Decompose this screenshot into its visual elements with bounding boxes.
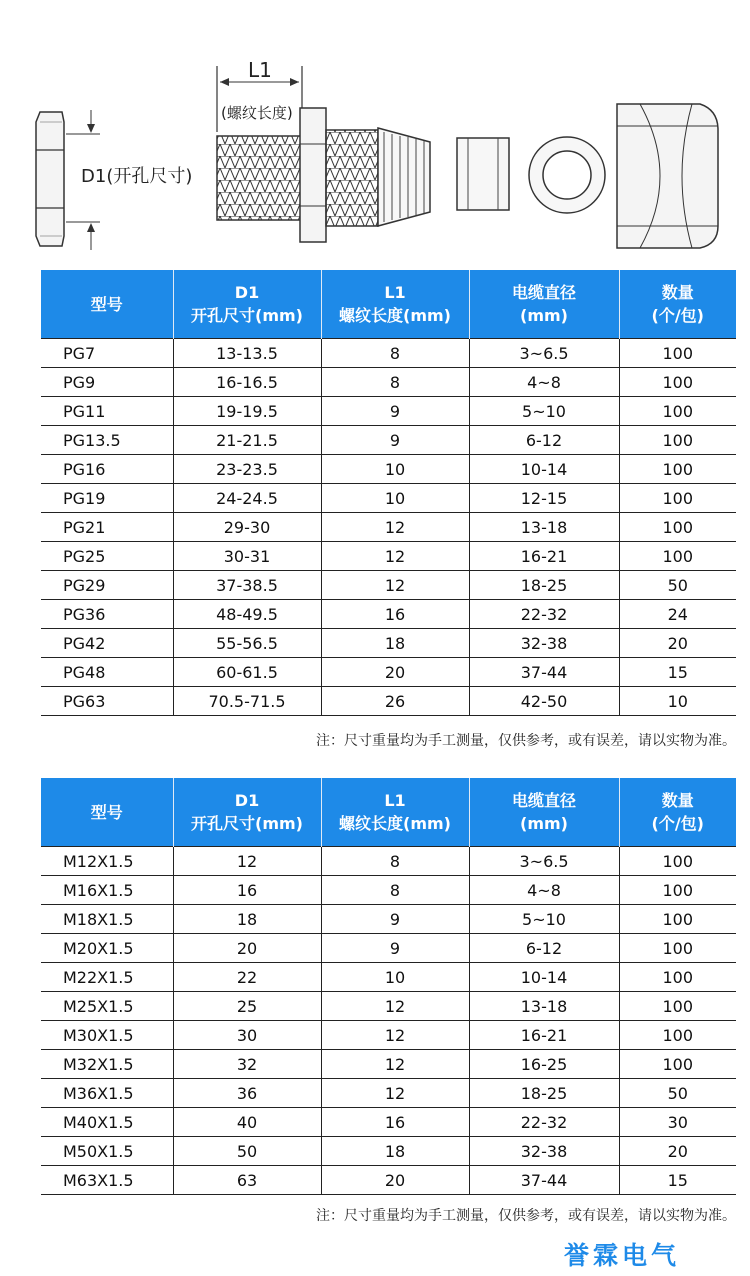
cell-cable: 5~10 (469, 397, 619, 426)
l1-label: L1 (248, 58, 272, 82)
cell-model: PG21 (41, 513, 173, 542)
cell-cable: 5~10 (469, 905, 619, 934)
cell-l1: 20 (321, 658, 469, 687)
cell-qty: 100 (619, 368, 736, 397)
cell-qty: 100 (619, 1021, 736, 1050)
table-row (41, 1050, 736, 1079)
cell-cable: 6-12 (469, 934, 619, 963)
cell-qty: 10 (619, 687, 736, 716)
cell-cable: 10-14 (469, 455, 619, 484)
table-row (41, 1137, 736, 1166)
cell-l1: 8 (321, 847, 469, 876)
cell-l1: 8 (321, 876, 469, 905)
cell-qty: 15 (619, 1166, 736, 1195)
cell-l1: 9 (321, 397, 469, 426)
header-d1: D1 开孔尺寸(mm) (173, 270, 321, 339)
lock-nut-drawing (36, 112, 64, 246)
cell-l1: 12 (321, 571, 469, 600)
seal-insert-drawing (457, 138, 509, 210)
table-row (41, 847, 736, 876)
cell-cable: 16-21 (469, 542, 619, 571)
cell-d1: 12 (173, 847, 321, 876)
cell-model: PG9 (41, 368, 173, 397)
cell-model: M32X1.5 (41, 1050, 173, 1079)
measurement-note: 注：尺寸重量均为手工测量，仅供参考，或有误差，请以实物为准。 (316, 733, 736, 749)
cell-qty: 20 (619, 1137, 736, 1166)
table-row (41, 426, 736, 455)
cell-qty: 100 (619, 876, 736, 905)
cell-l1: 9 (321, 426, 469, 455)
cell-cable: 10-14 (469, 963, 619, 992)
header-model: 型号 (41, 270, 173, 339)
measurement-note: 注：尺寸重量均为手工测量，仅供参考，或有误差，请以实物为准。 (316, 1208, 736, 1224)
cell-l1: 20 (321, 1166, 469, 1195)
cell-model: PG25 (41, 542, 173, 571)
cell-cable: 12-15 (469, 484, 619, 513)
cell-l1: 12 (321, 1050, 469, 1079)
cell-qty: 100 (619, 905, 736, 934)
cell-cable: 13-18 (469, 992, 619, 1021)
header-l1: L1 螺纹长度(mm) (321, 778, 469, 847)
cell-d1: 48-49.5 (173, 600, 321, 629)
cell-cable: 3~6.5 (469, 339, 619, 368)
table-row (41, 905, 736, 934)
header-l1: L1 螺纹长度(mm) (321, 270, 469, 339)
cell-l1: 26 (321, 687, 469, 716)
cell-d1: 16 (173, 876, 321, 905)
d1-hole-size-label: D1(开孔尺寸) (81, 166, 193, 187)
cell-model: PG7 (41, 339, 173, 368)
cable-gland-exploded-drawing (0, 0, 750, 270)
cell-d1: 50 (173, 1137, 321, 1166)
cell-qty: 50 (619, 1079, 736, 1108)
cell-d1: 29-30 (173, 513, 321, 542)
cell-cable: 3~6.5 (469, 847, 619, 876)
header-d1: D1 开孔尺寸(mm) (173, 778, 321, 847)
header-model: 型号 (41, 778, 173, 847)
cell-d1: 23-23.5 (173, 455, 321, 484)
cell-cable: 32-38 (469, 1137, 619, 1166)
cell-l1: 18 (321, 1137, 469, 1166)
cell-model: M40X1.5 (41, 1108, 173, 1137)
cell-d1: 13-13.5 (173, 339, 321, 368)
cell-l1: 12 (321, 1079, 469, 1108)
l1-thread-length-label: (螺纹长度) (221, 104, 293, 122)
cell-d1: 24-24.5 (173, 484, 321, 513)
cell-qty: 100 (619, 484, 736, 513)
cell-l1: 10 (321, 455, 469, 484)
cell-qty: 100 (619, 1050, 736, 1079)
cell-d1: 30-31 (173, 542, 321, 571)
cell-qty: 100 (619, 426, 736, 455)
table-row (41, 484, 736, 513)
cell-cable: 6-12 (469, 426, 619, 455)
cell-model: PG63 (41, 687, 173, 716)
cell-d1: 70.5-71.5 (173, 687, 321, 716)
cell-model: PG11 (41, 397, 173, 426)
cell-l1: 10 (321, 963, 469, 992)
cell-l1: 16 (321, 600, 469, 629)
table-header-row (41, 270, 736, 339)
brand-name: 誉霖电气 (564, 1241, 681, 1270)
cell-model: PG16 (41, 455, 173, 484)
cell-d1: 30 (173, 1021, 321, 1050)
cell-model: PG29 (41, 571, 173, 600)
cap-nut-drawing (617, 104, 718, 248)
cell-model: PG42 (41, 629, 173, 658)
table-row (41, 629, 736, 658)
cell-cable: 16-21 (469, 1021, 619, 1050)
cell-cable: 13-18 (469, 513, 619, 542)
table-row (41, 992, 736, 1021)
cell-qty: 24 (619, 600, 736, 629)
table-row (41, 1108, 736, 1137)
table-row (41, 934, 736, 963)
cell-cable: 37-44 (469, 658, 619, 687)
table-row (41, 687, 736, 716)
pg-spec-table (41, 270, 736, 716)
cell-qty: 100 (619, 963, 736, 992)
cell-d1: 18 (173, 905, 321, 934)
table-row (41, 876, 736, 905)
cell-cable: 18-25 (469, 571, 619, 600)
cell-qty: 50 (619, 571, 736, 600)
table-row (41, 368, 736, 397)
table-row (41, 963, 736, 992)
cell-cable: 4~8 (469, 876, 619, 905)
header-quantity: 数量 (个/包) (619, 270, 736, 339)
cell-model: M25X1.5 (41, 992, 173, 1021)
cell-d1: 20 (173, 934, 321, 963)
cell-d1: 60-61.5 (173, 658, 321, 687)
cell-qty: 30 (619, 1108, 736, 1137)
table-row (41, 397, 736, 426)
cell-cable: 16-25 (469, 1050, 619, 1079)
cell-d1: 16-16.5 (173, 368, 321, 397)
table-row (41, 600, 736, 629)
cell-cable: 32-38 (469, 629, 619, 658)
cell-cable: 22-32 (469, 600, 619, 629)
cell-qty: 100 (619, 397, 736, 426)
cell-l1: 18 (321, 629, 469, 658)
cell-cable: 4~8 (469, 368, 619, 397)
cell-l1: 12 (321, 513, 469, 542)
cell-cable: 42-50 (469, 687, 619, 716)
header-cable-diameter: 电缆直径 (mm) (469, 778, 619, 847)
table-row (41, 1021, 736, 1050)
cell-model: M50X1.5 (41, 1137, 173, 1166)
cell-l1: 12 (321, 992, 469, 1021)
cell-d1: 25 (173, 992, 321, 1021)
cell-l1: 16 (321, 1108, 469, 1137)
cell-d1: 36 (173, 1079, 321, 1108)
cell-qty: 100 (619, 542, 736, 571)
header-quantity: 数量 (个/包) (619, 778, 736, 847)
cell-d1: 21-21.5 (173, 426, 321, 455)
cell-l1: 9 (321, 905, 469, 934)
cell-l1: 12 (321, 542, 469, 571)
cell-l1: 8 (321, 339, 469, 368)
cell-cable: 22-32 (469, 1108, 619, 1137)
cell-d1: 63 (173, 1166, 321, 1195)
cell-qty: 100 (619, 513, 736, 542)
cell-d1: 55-56.5 (173, 629, 321, 658)
cell-qty: 100 (619, 455, 736, 484)
cell-d1: 22 (173, 963, 321, 992)
cell-qty: 100 (619, 847, 736, 876)
cell-d1: 32 (173, 1050, 321, 1079)
table-row (41, 571, 736, 600)
cell-model: M16X1.5 (41, 876, 173, 905)
cell-model: M22X1.5 (41, 963, 173, 992)
cell-d1: 40 (173, 1108, 321, 1137)
cell-model: PG48 (41, 658, 173, 687)
cell-d1: 37-38.5 (173, 571, 321, 600)
seal-ring-drawing (529, 137, 605, 213)
cell-model: M20X1.5 (41, 934, 173, 963)
cell-model: PG36 (41, 600, 173, 629)
cell-qty: 100 (619, 339, 736, 368)
cell-model: PG13.5 (41, 426, 173, 455)
cell-qty: 20 (619, 629, 736, 658)
table-row (41, 1166, 736, 1195)
cell-model: M30X1.5 (41, 1021, 173, 1050)
table-row (41, 339, 736, 368)
cell-model: M18X1.5 (41, 905, 173, 934)
table-row (41, 513, 736, 542)
cell-l1: 8 (321, 368, 469, 397)
cell-d1: 19-19.5 (173, 397, 321, 426)
cell-l1: 12 (321, 1021, 469, 1050)
metric-spec-table (41, 778, 736, 1195)
cell-model: PG19 (41, 484, 173, 513)
cell-qty: 15 (619, 658, 736, 687)
cell-l1: 9 (321, 934, 469, 963)
cell-qty: 100 (619, 934, 736, 963)
table-header-row (41, 778, 736, 847)
cell-model: M12X1.5 (41, 847, 173, 876)
table-row (41, 542, 736, 571)
table-row (41, 658, 736, 687)
cell-model: M63X1.5 (41, 1166, 173, 1195)
cable-gland-diagram (0, 0, 750, 270)
header-cable-diameter: 电缆直径 (mm) (469, 270, 619, 339)
cell-qty: 100 (619, 992, 736, 1021)
table-row (41, 1079, 736, 1108)
gland-body-drawing (217, 108, 430, 242)
table-row (41, 455, 736, 484)
cell-cable: 37-44 (469, 1166, 619, 1195)
cell-l1: 10 (321, 484, 469, 513)
cell-cable: 18-25 (469, 1079, 619, 1108)
cell-model: M36X1.5 (41, 1079, 173, 1108)
